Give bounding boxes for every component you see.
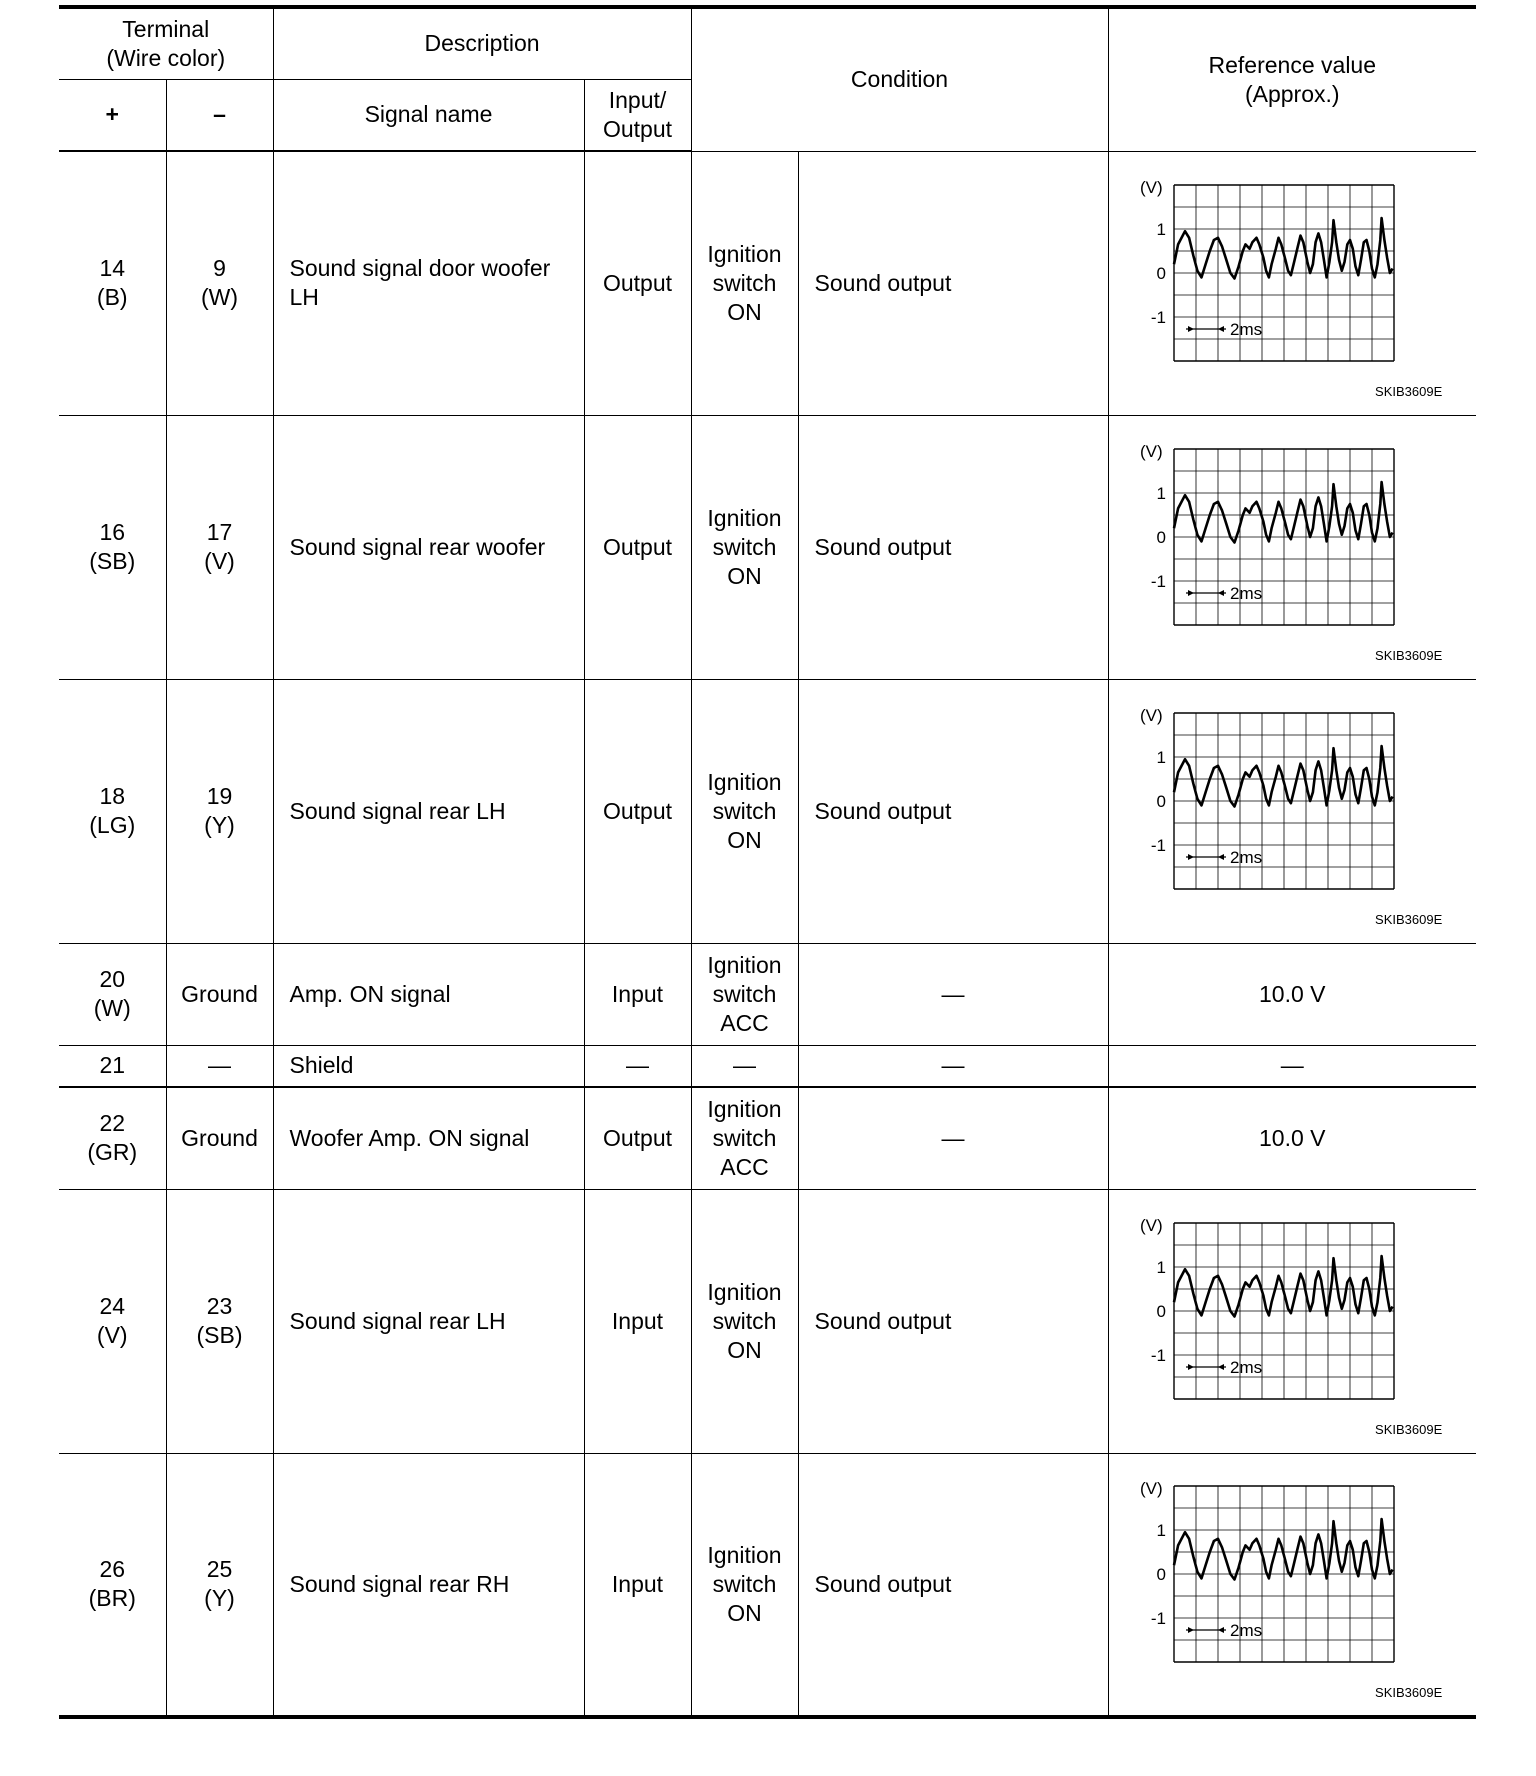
y-tick-label: 0	[1156, 792, 1167, 811]
unit-label: (V)	[1140, 442, 1163, 461]
plus-terminal: 18 (LG)	[59, 679, 166, 943]
table-row	[59, 151, 1476, 415]
header-input-output: Input/ Output	[584, 79, 691, 151]
y-tick-label: 1	[1156, 1258, 1167, 1277]
plus-terminal: 14 (B)	[59, 151, 166, 415]
oscilloscope-waveform	[1109, 691, 1477, 931]
condition-detail: —	[798, 1087, 1108, 1189]
signal-name: Sound signal door woofer LH	[273, 151, 584, 415]
arrow-icon	[1188, 1364, 1194, 1370]
signal-name: Sound signal rear woofer	[273, 415, 584, 679]
terminal-reference-table	[59, 5, 1476, 1719]
minus-terminal: 25 (Y)	[166, 1453, 273, 1717]
y-tick-label: -1	[1151, 836, 1167, 855]
header-reference-value: Reference value (Approx.)	[1108, 7, 1476, 151]
minus-terminal: 9 (W)	[166, 151, 273, 415]
unit-label: (V)	[1140, 178, 1163, 197]
header-minus: –	[166, 79, 273, 151]
waveform-trace	[1174, 1519, 1393, 1580]
condition: Ignition switch ON	[691, 415, 798, 679]
time-scale-label: 2ms	[1230, 1358, 1263, 1377]
plus-terminal: 26 (BR)	[59, 1453, 166, 1717]
arrow-icon	[1218, 854, 1224, 860]
time-scale-label: 2ms	[1230, 584, 1263, 603]
condition: Ignition switch ON	[691, 1189, 798, 1453]
arrow-icon	[1218, 590, 1224, 596]
plus-terminal: 16 (SB)	[59, 415, 166, 679]
header-description: Description	[273, 7, 691, 79]
condition-detail: —	[798, 943, 1108, 1045]
oscilloscope-graph	[1132, 1201, 1452, 1431]
arrow-icon	[1218, 1627, 1224, 1633]
y-tick-label: -1	[1151, 308, 1167, 327]
arrow-icon	[1188, 326, 1194, 332]
input-output: Output	[584, 679, 691, 943]
y-tick-label: -1	[1151, 1346, 1167, 1365]
signal-name: Woofer Amp. ON signal	[273, 1087, 584, 1189]
header-signal-name: Signal name	[273, 79, 584, 151]
oscilloscope-graph	[1132, 1464, 1452, 1694]
header-condition: Condition	[691, 7, 1108, 151]
reference-value	[1108, 151, 1476, 415]
reference-value	[1108, 1189, 1476, 1453]
y-tick-label: 1	[1156, 220, 1167, 239]
reference-value: 10.0 V	[1108, 1087, 1476, 1189]
header-terminal: Terminal (Wire color)	[59, 7, 273, 79]
table-row	[59, 1045, 1476, 1087]
waveform-trace	[1174, 218, 1393, 279]
input-output: —	[584, 1045, 691, 1087]
plus-terminal: 20 (W)	[59, 943, 166, 1045]
oscilloscope-waveform	[1109, 427, 1477, 667]
y-tick-label: -1	[1151, 1609, 1167, 1629]
header-plus: +	[59, 79, 166, 151]
figure-code: SKIB3609E	[1375, 1422, 1443, 1437]
oscilloscope-waveform	[1109, 163, 1477, 403]
condition-detail: Sound output	[798, 679, 1108, 943]
table-row	[59, 943, 1476, 1045]
minus-terminal: 19 (Y)	[166, 679, 273, 943]
unit-label: (V)	[1140, 1479, 1163, 1499]
arrow-icon	[1188, 854, 1194, 860]
arrow-icon	[1218, 326, 1224, 332]
arrow-icon	[1218, 1364, 1224, 1370]
arrow-icon	[1188, 590, 1194, 596]
signal-name: Amp. ON signal	[273, 943, 584, 1045]
y-tick-label: 1	[1156, 484, 1167, 503]
input-output: Output	[584, 1087, 691, 1189]
reference-value	[1108, 1453, 1476, 1717]
table-row	[59, 1087, 1476, 1189]
condition-detail: Sound output	[798, 1189, 1108, 1453]
input-output: Output	[584, 151, 691, 415]
figure-code: SKIB3609E	[1375, 384, 1443, 399]
reference-value: —	[1108, 1045, 1476, 1087]
reference-value: 10.0 V	[1108, 943, 1476, 1045]
condition: Ignition switch ACC	[691, 1087, 798, 1189]
minus-terminal: Ground	[166, 943, 273, 1045]
condition: Ignition switch ON	[691, 151, 798, 415]
condition: Ignition switch ON	[691, 679, 798, 943]
plus-terminal: 24 (V)	[59, 1189, 166, 1453]
oscilloscope-graph	[1132, 691, 1452, 921]
input-output: Input	[584, 1453, 691, 1717]
condition: —	[691, 1045, 798, 1087]
input-output: Output	[584, 415, 691, 679]
condition: Ignition switch ACC	[691, 943, 798, 1045]
y-tick-label: -1	[1151, 572, 1167, 591]
signal-name: Sound signal rear LH	[273, 679, 584, 943]
table-row	[59, 679, 1476, 943]
y-tick-label: 0	[1156, 1302, 1167, 1321]
table-row	[59, 415, 1476, 679]
minus-terminal: 17 (V)	[166, 415, 273, 679]
signal-name: Sound signal rear LH	[273, 1189, 584, 1453]
minus-terminal: —	[166, 1045, 273, 1087]
signal-name: Sound signal rear RH	[273, 1453, 584, 1717]
minus-terminal: 23 (SB)	[166, 1189, 273, 1453]
y-tick-label: 0	[1156, 1565, 1167, 1585]
plus-terminal: 22 (GR)	[59, 1087, 166, 1189]
table-row	[59, 1453, 1476, 1717]
waveform-trace	[1174, 482, 1393, 543]
condition-detail: Sound output	[798, 151, 1108, 415]
figure-code: SKIB3609E	[1375, 912, 1443, 927]
minus-terminal: Ground	[166, 1087, 273, 1189]
oscilloscope-waveform	[1109, 1464, 1477, 1704]
input-output: Input	[584, 1189, 691, 1453]
oscilloscope-graph	[1132, 427, 1452, 657]
input-output: Input	[584, 943, 691, 1045]
reference-value	[1108, 679, 1476, 943]
unit-label: (V)	[1140, 1216, 1163, 1235]
oscilloscope-waveform	[1109, 1201, 1477, 1441]
signal-name: Shield	[273, 1045, 584, 1087]
plus-terminal: 21	[59, 1045, 166, 1087]
condition-detail: Sound output	[798, 1453, 1108, 1717]
condition-detail: —	[798, 1045, 1108, 1087]
time-scale-label: 2ms	[1230, 848, 1263, 867]
waveform-trace	[1174, 746, 1393, 807]
arrow-icon	[1188, 1627, 1194, 1633]
oscilloscope-graph	[1132, 163, 1452, 393]
y-tick-label: 1	[1156, 1521, 1167, 1541]
unit-label: (V)	[1140, 706, 1163, 725]
y-tick-label: 0	[1156, 264, 1167, 283]
condition-detail: Sound output	[798, 415, 1108, 679]
reference-value	[1108, 415, 1476, 679]
waveform-trace	[1174, 1256, 1393, 1317]
table-row	[59, 1189, 1476, 1453]
y-tick-label: 1	[1156, 748, 1167, 767]
condition: Ignition switch ON	[691, 1453, 798, 1717]
figure-code: SKIB3609E	[1375, 648, 1443, 663]
figure-code: SKIB3609E	[1375, 1685, 1443, 1701]
time-scale-label: 2ms	[1230, 1621, 1263, 1641]
y-tick-label: 0	[1156, 528, 1167, 547]
time-scale-label: 2ms	[1230, 320, 1263, 339]
